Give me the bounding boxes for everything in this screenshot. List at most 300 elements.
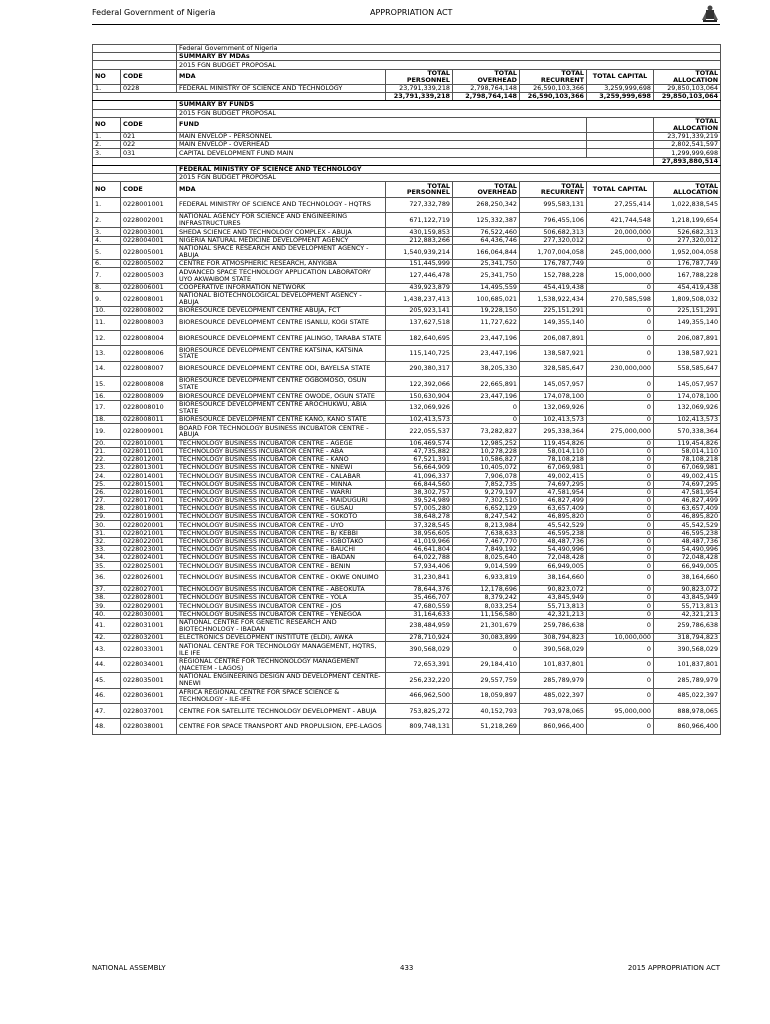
table-cell: 48,487,736 — [654, 537, 721, 545]
table-cell: 0228008008 — [121, 377, 177, 392]
table-row — [93, 529, 721, 537]
column-header: CODE — [121, 182, 177, 197]
table-cell: 176,787,749 — [654, 260, 721, 268]
table-cell: 182,640,695 — [386, 330, 453, 345]
column-header: TOTAL OVERHEAD — [453, 69, 520, 84]
table-cell: 225,151,291 — [654, 307, 721, 315]
mda-name: BIORESOURCE DEVELOPMENT CENTRE OWODE, OGUN STATE — [177, 392, 386, 400]
table-cell: 0 — [587, 236, 654, 244]
column-header-row — [93, 182, 721, 197]
mda-name: TECHNOLOGY BUSINESS INCUBATOR CENTRE - CALABAR — [177, 472, 386, 480]
table-row — [93, 586, 721, 594]
section-title: FEDERAL MINISTRY OF SCIENCE AND TECHNOLOGY — [177, 165, 721, 173]
table-cell: 809,748,131 — [386, 719, 453, 734]
table-cell: 27,255,414 — [587, 197, 654, 212]
table-cell: 0 — [587, 496, 654, 504]
table-cell: 230,000,000 — [587, 361, 654, 376]
mda-name: TECHNOLOGY BUSINESS INCUBATOR CENTRE - ABEOKUTA — [177, 586, 386, 594]
table-cell: 48. — [93, 719, 121, 734]
section-title: 2015 FGN BUDGET PROPOSAL — [177, 174, 721, 182]
table-cell: 31. — [93, 529, 121, 537]
table-cell: 122,392,066 — [386, 377, 453, 392]
table-cell: 9,279,197 — [453, 488, 520, 496]
table-cell: 29. — [93, 513, 121, 521]
table-cell: 72,653,391 — [386, 657, 453, 672]
table-row — [93, 455, 721, 463]
empty-cell — [93, 53, 177, 61]
appropriation-table — [92, 44, 721, 735]
table-cell: 11,727,622 — [453, 315, 520, 330]
total-cell: 3,259,999,698 — [587, 93, 654, 101]
table-cell: 0228024001 — [121, 554, 177, 562]
table-cell: 7,906,078 — [453, 472, 520, 480]
table-cell: 67,069,981 — [520, 464, 587, 472]
table-cell: 0 — [587, 400, 654, 415]
total-cell: 27,893,880,514 — [654, 157, 721, 165]
table-row — [93, 400, 721, 415]
section-title-row — [93, 109, 721, 117]
table-row — [93, 424, 721, 439]
mda-name: CENTRE FOR ATMOSPHERIC RESEARCH, ANYIGBA — [177, 260, 386, 268]
table-cell: 41,019,966 — [386, 537, 453, 545]
section-title-row — [93, 53, 721, 61]
table-cell: 454,419,438 — [520, 283, 587, 291]
column-header: TOTAL CAPITAL — [587, 182, 654, 197]
table-cell: 0228005003 — [121, 268, 177, 283]
table-cell: 0 — [587, 455, 654, 463]
table-cell: 0228004001 — [121, 236, 177, 244]
table-cell: 174,078,100 — [520, 392, 587, 400]
mda-name: TECHNOLOGY BUSINESS INCUBATOR CENTRE - B/ KEBBI — [177, 529, 386, 537]
column-header: TOTAL PERSONNEL — [386, 182, 453, 197]
table-cell: 0 — [587, 377, 654, 392]
table-cell: 101,837,801 — [654, 657, 721, 672]
table-cell: 0 — [587, 464, 654, 472]
table-cell: 2,798,764,148 — [453, 84, 520, 92]
table-row — [93, 703, 721, 718]
table-cell: 888,978,065 — [654, 703, 721, 718]
column-header: TOTAL RECURRENT — [520, 69, 587, 84]
table-row — [93, 283, 721, 291]
table-cell: 031 — [121, 149, 177, 157]
table-cell: 63,657,409 — [520, 505, 587, 513]
table-cell: 7,852,735 — [453, 480, 520, 488]
table-cell: 149,355,140 — [520, 315, 587, 330]
table-cell: 46,595,238 — [654, 529, 721, 537]
table-cell: 0228022001 — [121, 537, 177, 545]
table-cell: 860,966,400 — [520, 719, 587, 734]
table-cell: 66,949,005 — [654, 562, 721, 570]
table-cell: 72,048,428 — [654, 554, 721, 562]
mda-name: SHEDA SCIENCE AND TECHNOLOGY COMPLEX - ABUJA — [177, 228, 386, 236]
table-cell: 0 — [587, 330, 654, 345]
table-cell: 1,952,004,058 — [654, 244, 721, 259]
table-cell: 290,380,317 — [386, 361, 453, 376]
table-cell: 753,825,272 — [386, 703, 453, 718]
table-cell: 0228028001 — [121, 594, 177, 602]
table-cell: 20. — [93, 439, 121, 447]
mda-name: NATIONAL BIOTECHNOLOGICAL DEVELOPMENT AGENCY - ABUJA — [177, 291, 386, 306]
table-cell: 0228018001 — [121, 505, 177, 513]
table-cell: 0228031001 — [121, 618, 177, 633]
table-cell: 0 — [453, 416, 520, 424]
table-cell: 25,341,750 — [453, 260, 520, 268]
table-cell: 793,978,065 — [520, 703, 587, 718]
table-cell: 19,228,150 — [453, 307, 520, 315]
table-row — [93, 513, 721, 521]
empty-cell — [93, 101, 177, 109]
table-cell: 0 — [587, 719, 654, 734]
table-cell: 38,164,660 — [520, 570, 587, 585]
table-cell: 0228008004 — [121, 330, 177, 345]
table-cell: 466,962,500 — [386, 688, 453, 703]
table-cell: 0228029001 — [121, 602, 177, 610]
mda-name: TECHNOLOGY BUSINESS INCUBATOR CENTRE - BENIN — [177, 562, 386, 570]
table-cell: 421,744,548 — [587, 213, 654, 228]
table-cell: 73,282,827 — [453, 424, 520, 439]
table-cell: 27. — [93, 496, 121, 504]
table-cell: 0228034001 — [121, 657, 177, 672]
table-cell: 0228008007 — [121, 361, 177, 376]
table-cell: 25. — [93, 480, 121, 488]
table-cell: 145,057,957 — [520, 377, 587, 392]
table-cell: 222,055,537 — [386, 424, 453, 439]
table-cell: 43. — [93, 642, 121, 657]
mda-name: TECHNOLOGY BUSINESS INCUBATOR CENTRE - JOS — [177, 602, 386, 610]
header-left: Federal Government of Nigeria — [92, 8, 216, 17]
table-cell: 47,581,954 — [654, 488, 721, 496]
table-cell: 16. — [93, 392, 121, 400]
table-cell: 0228015001 — [121, 480, 177, 488]
table-cell: 19. — [93, 424, 121, 439]
table-cell: 0 — [587, 315, 654, 330]
table-cell: 46,827,499 — [654, 496, 721, 504]
table-cell: 45,542,529 — [654, 521, 721, 529]
table-cell: 390,568,029 — [654, 642, 721, 657]
table-cell: 3. — [93, 149, 121, 157]
table-cell: 46,895,820 — [654, 513, 721, 521]
table-cell: 102,413,573 — [520, 416, 587, 424]
table-cell: 0228005002 — [121, 260, 177, 268]
table-cell: 0 — [587, 392, 654, 400]
empty-cell — [93, 174, 177, 182]
table-cell: 63,657,409 — [654, 505, 721, 513]
table-cell: 0228027001 — [121, 586, 177, 594]
table-cell: 0 — [587, 283, 654, 291]
mda-name: FEDERAL MINISTRY OF SCIENCE AND TECHNOLOGY — [177, 84, 386, 92]
table-cell: 12,985,252 — [453, 439, 520, 447]
table-row — [93, 236, 721, 244]
table-cell: 259,786,638 — [520, 618, 587, 633]
table-cell: 259,786,638 — [654, 618, 721, 633]
table-cell: 47,735,882 — [386, 447, 453, 455]
fund-name: MAIN ENVELOP - OVERHEAD — [177, 141, 587, 149]
table-cell: 12. — [93, 330, 121, 345]
table-cell: 45. — [93, 673, 121, 688]
mda-name: CENTRE FOR SPACE TRANSPORT AND PROPULSION, EPE-LAGOS — [177, 719, 386, 734]
table-cell: 58,014,110 — [654, 447, 721, 455]
empty-cell — [587, 149, 654, 157]
table-cell: 0 — [587, 529, 654, 537]
section-title-row — [93, 174, 721, 182]
table-cell: 150,630,904 — [386, 392, 453, 400]
table-cell: 57,005,280 — [386, 505, 453, 513]
column-header: NO — [93, 69, 121, 84]
table-cell: 20,000,000 — [587, 228, 654, 236]
table-row — [93, 673, 721, 688]
table-cell: 277,320,012 — [654, 236, 721, 244]
table-cell: 2. — [93, 213, 121, 228]
table-row — [93, 618, 721, 633]
table-cell: 0228014001 — [121, 472, 177, 480]
mda-name: NIGERIA NATURAL MEDICINE DEVELOPMENT AGENCY — [177, 236, 386, 244]
table-cell: 0228016001 — [121, 488, 177, 496]
table-cell: 119,454,826 — [520, 439, 587, 447]
table-cell: 58,014,110 — [520, 447, 587, 455]
table-cell: 270,585,598 — [587, 291, 654, 306]
table-cell: 43,845,949 — [520, 594, 587, 602]
table-cell: 0 — [587, 488, 654, 496]
table-row — [93, 472, 721, 480]
table-cell: 0228026001 — [121, 570, 177, 585]
table-cell: 1,540,939,214 — [386, 244, 453, 259]
table-cell: 54,490,996 — [520, 546, 587, 554]
mda-name: ELECTRONICS DEVELOPMENT INSTITUTE (ELDI), AWKA — [177, 634, 386, 642]
mda-name: TECHNOLOGY BUSINESS INCUBATOR CENTRE - YOLA — [177, 594, 386, 602]
table-cell: 0228019001 — [121, 513, 177, 521]
table-cell: 0228037001 — [121, 703, 177, 718]
header-rule — [92, 24, 720, 25]
column-header: TOTAL RECURRENT — [520, 182, 587, 197]
total-cell: 2,798,764,148 — [453, 93, 520, 101]
table-cell: 485,022,397 — [654, 688, 721, 703]
table-cell: 205,923,141 — [386, 307, 453, 315]
table-row — [93, 505, 721, 513]
table-cell: 38,164,660 — [654, 570, 721, 585]
mda-name: BIORESOURCE DEVELOPMENT CENTRE ABUJA, FCT — [177, 307, 386, 315]
table-row — [93, 244, 721, 259]
table-row — [93, 521, 721, 529]
table-cell: 0 — [587, 472, 654, 480]
table-cell: 21. — [93, 447, 121, 455]
empty-cell — [93, 93, 386, 101]
column-header: TOTAL ALLOCATION — [654, 182, 721, 197]
table-row — [93, 330, 721, 345]
mda-name: NATIONAL CENTRE FOR GENETIC RESEARCH AND BIOTECHNOLOGY - IBADAN — [177, 618, 386, 633]
table-cell: 46,595,238 — [520, 529, 587, 537]
table-cell: 0228008009 — [121, 392, 177, 400]
table-cell: 67,521,391 — [386, 455, 453, 463]
table-cell: 275,000,000 — [587, 424, 654, 439]
table-row — [93, 439, 721, 447]
table-cell: 25,341,750 — [453, 268, 520, 283]
total-cell: 23,791,339,218 — [386, 93, 453, 101]
table-cell: 0228008010 — [121, 400, 177, 415]
table-cell: 454,419,438 — [654, 283, 721, 291]
table-cell: 295,338,364 — [520, 424, 587, 439]
table-cell: 570,338,364 — [654, 424, 721, 439]
table-cell: 22,665,891 — [453, 377, 520, 392]
empty-cell — [93, 165, 177, 173]
table-cell: 43,845,949 — [654, 594, 721, 602]
table-cell: 9,014,599 — [453, 562, 520, 570]
table-cell: 38,205,330 — [453, 361, 520, 376]
table-cell: 212,883,266 — [386, 236, 453, 244]
mda-name: AFRICA REGIONAL CENTRE FOR SPACE SCIENCE & TECHNOLOGY - ILE-IFE — [177, 688, 386, 703]
table-cell: 0228008011 — [121, 416, 177, 424]
mda-name: BIORESOURCE DEVELOPMENT CENTRE ODI, BAYELSA STATE — [177, 361, 386, 376]
table-cell: 206,087,891 — [654, 330, 721, 345]
mda-name: BIORESOURCE DEVELOPMENT CENTRE KANO, KANO STATE — [177, 416, 386, 424]
section-title-row — [93, 101, 721, 109]
mda-name: BIORESOURCE DEVELOPMENT CENTRE ISANLU, KOGI STATE — [177, 315, 386, 330]
total-cell: 26,590,103,366 — [520, 93, 587, 101]
table-cell: 31,230,841 — [386, 570, 453, 585]
table-cell: 4. — [93, 236, 121, 244]
table-cell: 167,788,228 — [654, 268, 721, 283]
table-row — [93, 392, 721, 400]
table-row — [93, 149, 721, 157]
table-row — [93, 719, 721, 734]
table-row — [93, 416, 721, 424]
table-cell: 439,923,879 — [386, 283, 453, 291]
table-cell: 102,413,573 — [386, 416, 453, 424]
table-cell: 29,850,103,064 — [654, 84, 721, 92]
table-cell: 125,332,387 — [453, 213, 520, 228]
column-header: TOTAL OVERHEAD — [453, 182, 520, 197]
table-cell: 285,789,979 — [520, 673, 587, 688]
table-cell: 46. — [93, 688, 121, 703]
total-row — [93, 157, 721, 165]
table-cell: 152,788,228 — [520, 268, 587, 283]
column-header: CODE — [121, 117, 177, 132]
table-cell: 0 — [453, 400, 520, 415]
table-cell: 149,355,140 — [654, 315, 721, 330]
mda-name: BIORESOURCE DEVELOPMENT CENTRE OGBOMOSO, OSUN STATE — [177, 377, 386, 392]
table-cell: 5. — [93, 244, 121, 259]
total-row — [93, 93, 721, 101]
table-cell: 49,002,415 — [654, 472, 721, 480]
mda-name: CENTRE FOR SATELLITE TECHNOLOGY DEVELOPMENT - ABUJA — [177, 703, 386, 718]
table-cell: 41,096,337 — [386, 472, 453, 480]
table-cell: 0 — [587, 505, 654, 513]
table-row — [93, 315, 721, 330]
table-row — [93, 213, 721, 228]
column-header: CODE — [121, 69, 177, 84]
table-cell: 42. — [93, 634, 121, 642]
table-cell: 11. — [93, 315, 121, 330]
table-cell: 1. — [93, 197, 121, 212]
table-cell: 37,328,545 — [386, 521, 453, 529]
table-cell: 138,587,921 — [520, 346, 587, 361]
empty-cell — [93, 109, 177, 117]
table-cell: 41. — [93, 618, 121, 633]
mda-name: TECHNOLOGY BUSINESS INCUBATOR CENTRE - ABA — [177, 447, 386, 455]
column-header: MDA — [177, 69, 386, 84]
mda-name: NATIONAL ENGINEERING DESIGN AND DEVELOPMENT CENTRE-NNEWI — [177, 673, 386, 688]
table-cell: 18,059,897 — [453, 688, 520, 703]
table-cell: 8,033,254 — [453, 602, 520, 610]
table-cell: 64,022,788 — [386, 554, 453, 562]
table-cell: 42,321,213 — [654, 610, 721, 618]
table-cell: 47. — [93, 703, 121, 718]
table-cell: 8,247,542 — [453, 513, 520, 521]
table-cell: 54,490,996 — [654, 546, 721, 554]
table-cell: 1,022,838,545 — [654, 197, 721, 212]
table-cell: 245,000,000 — [587, 244, 654, 259]
table-cell: 0 — [587, 546, 654, 554]
table-cell: 18. — [93, 416, 121, 424]
section-title-row — [93, 45, 721, 53]
table-cell: 132,069,926 — [654, 400, 721, 415]
table-cell: 238,484,959 — [386, 618, 453, 633]
table-cell: 17. — [93, 400, 121, 415]
table-cell: 1. — [93, 84, 121, 92]
table-row — [93, 570, 721, 585]
table-row — [93, 554, 721, 562]
column-header-row — [93, 69, 721, 84]
table-cell: 101,837,801 — [520, 657, 587, 672]
table-cell: 0228030001 — [121, 610, 177, 618]
table-cell: 176,787,749 — [520, 260, 587, 268]
table-cell: 74,697,295 — [520, 480, 587, 488]
table-cell: 49,002,415 — [520, 472, 587, 480]
table-cell: 1,707,004,058 — [520, 244, 587, 259]
table-cell: 1. — [93, 133, 121, 141]
table-row — [93, 361, 721, 376]
table-row — [93, 228, 721, 236]
table-cell: 6,933,819 — [453, 570, 520, 585]
mda-name: TECHNOLOGY BUSINESS INCUBATOR CENTRE - UYO — [177, 521, 386, 529]
table-cell: 8,379,242 — [453, 594, 520, 602]
table-cell: 8,025,640 — [453, 554, 520, 562]
table-cell: 860,966,400 — [654, 719, 721, 734]
table-cell: 1,538,922,434 — [520, 291, 587, 306]
table-cell: 174,078,100 — [654, 392, 721, 400]
table-row — [93, 268, 721, 283]
table-cell: 78,108,218 — [654, 455, 721, 463]
table-cell: 37. — [93, 586, 121, 594]
mda-name: TECHNOLOGY BUSINESS INCUBATOR CENTRE - IBADAN — [177, 554, 386, 562]
table-cell: 0 — [587, 586, 654, 594]
mda-name: REGIONAL CENTRE FOR TECHNONOLOGY MANAGEMENT (NACETEM - LAGOS) — [177, 657, 386, 672]
table-row — [93, 594, 721, 602]
table-cell: 39. — [93, 602, 121, 610]
fund-name: MAIN ENVELOP - PERSONNEL — [177, 133, 587, 141]
table-cell: 390,568,029 — [386, 642, 453, 657]
footer-left: NATIONAL ASSEMBLY — [92, 964, 166, 972]
mda-name: COOPERATIVE INFORMATION NETWORK — [177, 283, 386, 291]
table-cell: 021 — [121, 133, 177, 141]
table-row — [93, 642, 721, 657]
table-cell: 0228008006 — [121, 346, 177, 361]
table-cell: 34. — [93, 554, 121, 562]
table-cell: 47,581,954 — [520, 488, 587, 496]
table-cell: 115,140,725 — [386, 346, 453, 361]
footer-right: 2015 APPROPRIATION ACT — [627, 964, 720, 972]
table-cell: 0 — [587, 480, 654, 488]
table-cell: 22. — [93, 455, 121, 463]
mda-name: TECHNOLOGY BUSINESS INCUBATOR CENTRE - MINNA — [177, 480, 386, 488]
table-cell: 0228017001 — [121, 496, 177, 504]
table-cell: 12,178,696 — [453, 586, 520, 594]
mda-name: NATIONAL CENTRE FOR TECHNOLOGY MANAGEMENT, HQTRS, ILE IFE — [177, 642, 386, 657]
table-row — [93, 377, 721, 392]
mda-name: TECHNOLOGY BUSINESS INCUBATOR CENTRE - SOKOTO — [177, 513, 386, 521]
table-cell: 119,454,826 — [654, 439, 721, 447]
table-cell: 0228006001 — [121, 283, 177, 291]
mda-name: TECHNOLOGY BUSINESS INCUBATOR CENTRE - WARRI — [177, 488, 386, 496]
